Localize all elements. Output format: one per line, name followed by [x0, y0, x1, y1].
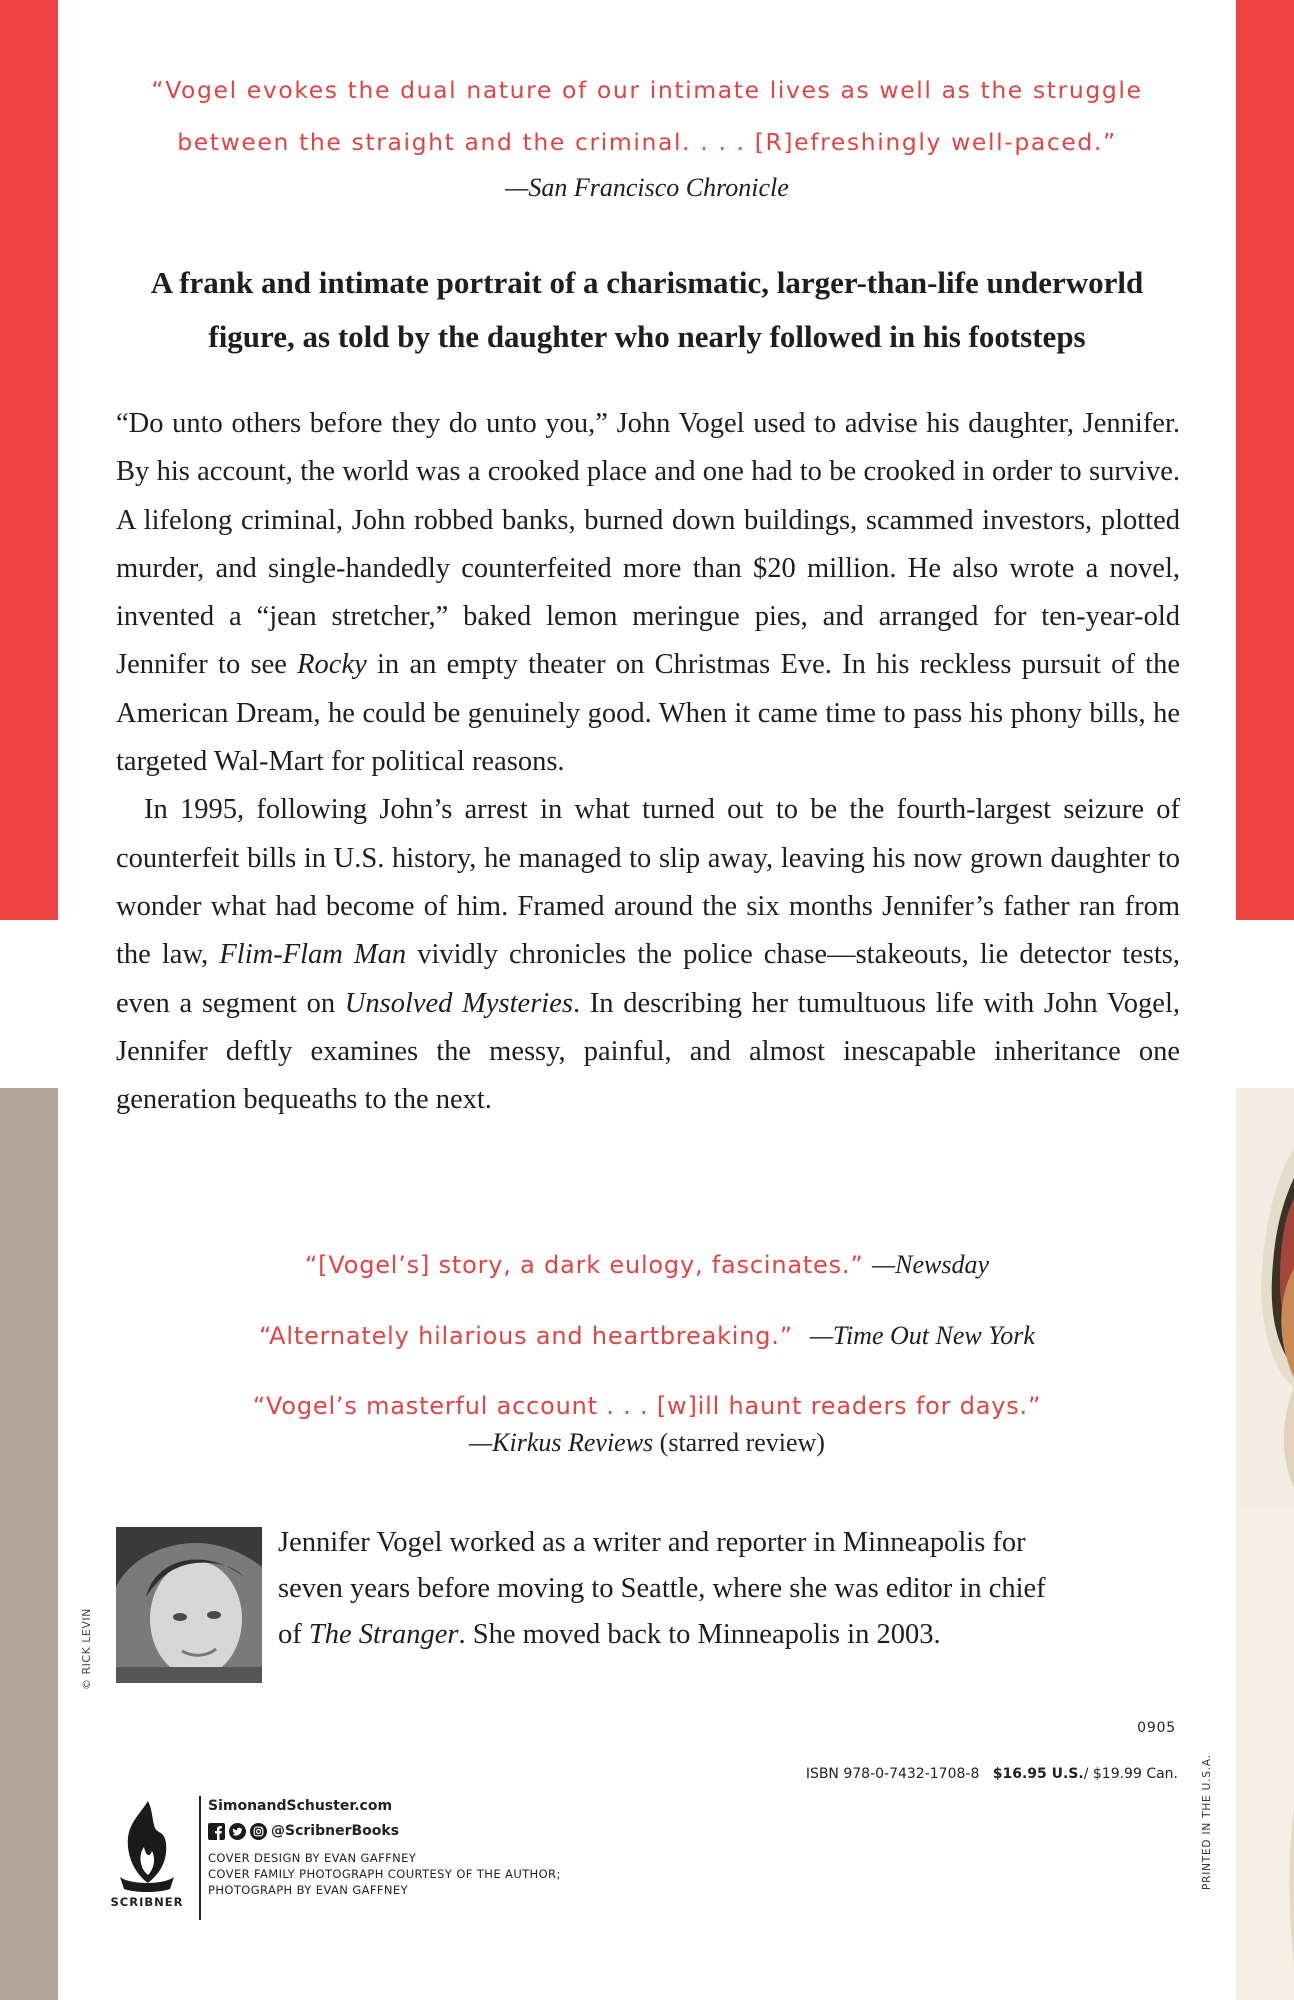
review-source: —Kirkus Reviews [469, 1428, 654, 1457]
footer-divider [199, 1796, 201, 1920]
review-source: —Time Out New York [809, 1321, 1035, 1350]
right-red-band [1236, 0, 1294, 920]
headline [110, 256, 1184, 364]
author-bio-line-2: seven years before moving to Seattle, where she was editor in chief [278, 1573, 1046, 1604]
social-handle[interactable]: @ScribnerBooks [271, 1823, 400, 1839]
headline-line-2: figure, as told by the daughter who nearly followed in his footsteps [208, 319, 1086, 354]
price-can: / $19.99 Can. [1083, 1766, 1178, 1782]
p2-text-a: In 1995, following John’s arrest in what turned out to be the fourth-largest seizure of counterfeit bills in U.S. history, he managed to slip away, leaving his now grown daughter to wonder what had become of him. Framed around the six months Jennifer’s father ran from the law, [116, 794, 1180, 971]
p2-text-c: . In describing her tumultuous life with John Vogel, Jennifer deftly examines the messy, painful, and almost inescapable inheritance one generation bequeaths to the next. [116, 987, 1180, 1116]
top-quote-line-1: “Vogel evokes the dual nature of our intimate lives as well as the struggle [151, 76, 1143, 104]
photo-fragment [1236, 1088, 1294, 2000]
facebook-icon[interactable] [208, 1823, 225, 1840]
design-credit: COVER DESIGN BY EVAN GAFFNEY [208, 1851, 417, 1865]
author-bio-line-1: Jennifer Vogel worked as a writer and reporter in Minneapolis for [278, 1527, 1026, 1558]
description-paragraph-1 [116, 400, 1180, 786]
publisher-website[interactable]: SimonandSchuster.com [208, 1798, 393, 1814]
review-source-suffix: (starred review) [653, 1428, 825, 1457]
review-kirkus [120, 1392, 1174, 1458]
headline-line-1: A frank and intimate portrait of a charismatic, larger-than-life underworld [150, 265, 1144, 300]
publication-title: The Stranger [308, 1619, 459, 1650]
author-bio-line-3 [278, 1612, 1178, 1658]
description-paragraph-2 [116, 786, 1180, 1124]
p1-film-title: Rocky [297, 649, 367, 681]
isbn: ISBN 978-0-7432-1708-8 [805, 1766, 980, 1782]
p2-show-title: Unsolved Mysteries [344, 987, 573, 1019]
review-quote: “Vogel’s masterful account . . . [w]ill haunt readers for days.” [252, 1392, 1042, 1420]
left-red-band [0, 0, 58, 920]
bio-text: . She moved back to Minneapolis in 2003. [458, 1619, 941, 1650]
photo-credit-line-2: PHOTOGRAPH BY EVAN GAFFNEY [208, 1883, 409, 1897]
price-us: $16.95 U.S. [992, 1766, 1084, 1782]
social-links [208, 1823, 561, 1840]
p1-text-a: “Do unto others before they do unto you,” John Vogel used to advise his daughter, Jennifer. By his account, the world was a crooked place and one had to be crooked in order to survive. A lifelong criminal, John robbed banks, burned down buildings, scammed investors, plotted murder, and single-handedly counterfeited more than $20 million. He also wrote a novel, invented a “jean stretcher,” baked lemon meringue pies, and arranged for ten-year-old Jennifer to see [116, 408, 1180, 681]
author-bio [278, 1520, 1178, 1658]
bio-text: of [278, 1619, 309, 1650]
isbn-price-line [700, 1766, 1178, 1782]
photo-credit-line-1: COVER FAMILY PHOTOGRAPH COURTESY OF THE AUTHOR; [208, 1867, 561, 1881]
review-source: —Newsday [872, 1250, 990, 1279]
p1-text-b: in an empty theater on Christmas Eve. In his reckless pursuit of the American Dream, he could be genuinely good. When it came time to pass his phony bills, he targeted Wal-Mart for political reasons. [116, 649, 1180, 778]
review-time-out [120, 1321, 1174, 1351]
footer-info [208, 1798, 561, 1898]
right-photo-strip [1236, 1088, 1294, 2000]
left-tan-band [0, 1088, 58, 2000]
review-quote: “[Vogel’s] story, a dark eulogy, fascinates.” [304, 1251, 864, 1279]
review-newsday [120, 1250, 1174, 1280]
twitter-icon[interactable] [229, 1823, 246, 1840]
top-review-quote [120, 64, 1174, 168]
author-photo [116, 1527, 262, 1683]
p2-book-title: Flim-Flam Man [219, 939, 407, 971]
description-body [116, 400, 1180, 1124]
top-quote-attribution: —San Francisco Chronicle [505, 173, 789, 202]
publisher-name: SCRIBNER [110, 1895, 184, 1909]
top-quote-line-2: between the straight and the criminal. . . . [R]efreshingly well-paced.” [177, 128, 1117, 156]
p2-text-b: vividly chronicles the police chase—stakeouts, lie detector tests, even a segment on [116, 939, 1180, 1019]
photo-credit: © RICK LEVIN [80, 1608, 93, 1690]
printed-in-usa: PRINTED IN THE U.S.A. [1201, 1754, 1213, 1890]
review-quote: “Alternately hilarious and heartbreaking.” [259, 1322, 793, 1350]
print-code: 0905 [1137, 1720, 1176, 1736]
instagram-icon[interactable] [250, 1823, 267, 1840]
author-portrait [116, 1527, 262, 1683]
